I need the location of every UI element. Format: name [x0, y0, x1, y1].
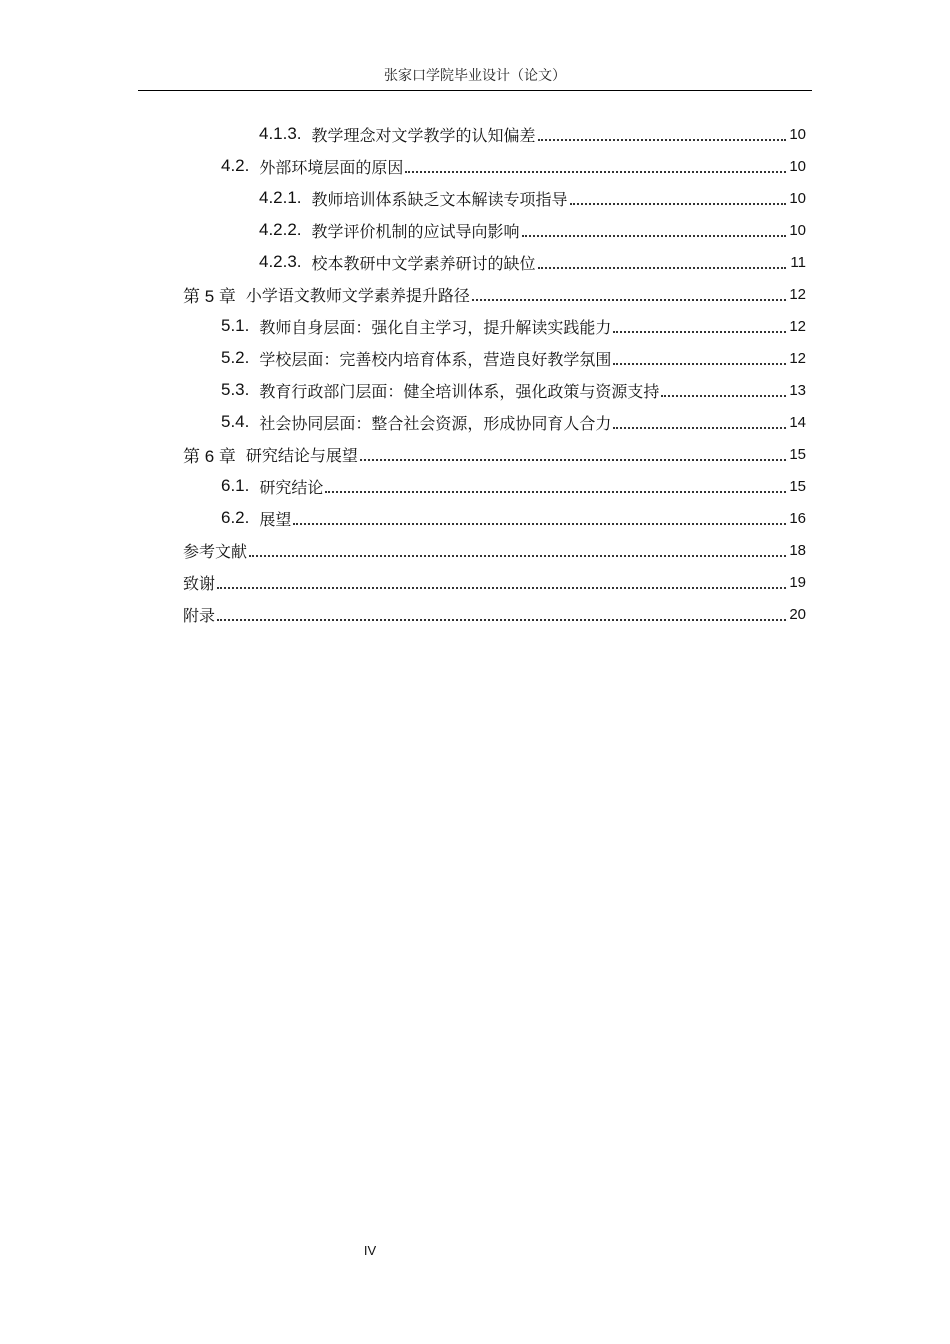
toc-entry-page: 10 — [789, 125, 806, 143]
dot-leader — [538, 139, 786, 141]
dot-leader — [217, 587, 786, 589]
table-of-contents — [183, 118, 806, 630]
toc-entry[interactable] — [183, 278, 806, 310]
toc-entry-number: 第 6 章 — [183, 446, 236, 466]
toc-entry-title: 研究结论 — [259, 477, 324, 497]
toc-entry-number: 6.2. — [221, 508, 250, 527]
toc-entry-page: 10 — [789, 157, 806, 175]
toc-entry-number: 4.2. — [221, 156, 250, 175]
toc-entry-number: 5.3. — [221, 380, 250, 399]
toc-entry-number: 6.1. — [221, 476, 250, 495]
toc-entry-number: 4.2.1. — [259, 188, 302, 207]
dot-leader — [217, 619, 786, 621]
toc-entry-page: 10 — [789, 189, 806, 207]
page-header — [138, 66, 812, 91]
toc-entry[interactable] — [183, 246, 806, 278]
toc-entry-number: 5.2. — [221, 348, 250, 367]
toc-entry[interactable] — [183, 438, 806, 470]
toc-entry[interactable] — [183, 342, 806, 374]
toc-entry-number: 4.2.2. — [259, 220, 302, 239]
toc-entry-title: 校本教研中文学素养研讨的缺位 — [311, 253, 536, 273]
dot-leader — [472, 299, 786, 301]
toc-entry-title: 附录 — [183, 605, 216, 625]
toc-entry[interactable] — [183, 182, 806, 214]
toc-entry-title: 教师培训体系缺乏文本解读专项指导 — [311, 189, 568, 209]
toc-entry-page: 18 — [789, 541, 806, 559]
toc-entry-page: 19 — [789, 573, 806, 591]
dot-leader — [613, 331, 786, 333]
toc-entry-title: 教学评价机制的应试导向影响 — [311, 221, 520, 241]
toc-entry[interactable] — [183, 502, 806, 534]
toc-entry-title: 致谢 — [183, 573, 216, 593]
toc-entry-title: 教师自身层面：强化自主学习，提升解读实践能力 — [259, 317, 612, 337]
toc-entry-page: 15 — [789, 445, 806, 463]
toc-entry[interactable] — [183, 214, 806, 246]
toc-entry[interactable] — [183, 406, 806, 438]
toc-entry-title: 学校层面：完善校内培育体系，营造良好教学氛围 — [259, 349, 612, 369]
toc-entry-number: 第 5 章 — [183, 286, 236, 306]
toc-entry-page: 15 — [789, 477, 806, 495]
dot-leader — [405, 171, 786, 173]
toc-entry-number: 5.1. — [221, 316, 250, 335]
toc-entry-number: 4.1.3. — [259, 124, 302, 143]
dot-leader — [613, 363, 786, 365]
toc-entry-page: 13 — [789, 381, 806, 399]
toc-entry[interactable] — [183, 310, 806, 342]
dot-leader — [293, 523, 786, 525]
toc-entry-page: 12 — [789, 317, 806, 335]
dot-leader — [661, 395, 786, 397]
dot-leader — [249, 555, 786, 557]
dot-leader — [613, 427, 786, 429]
toc-entry[interactable] — [183, 150, 806, 182]
toc-entry-page: 16 — [789, 509, 806, 527]
page-footer — [360, 1243, 380, 1258]
footer-page-number: IV — [363, 1243, 377, 1258]
toc-entry[interactable] — [183, 566, 806, 598]
toc-entry-title: 教学理念对文学教学的认知偏差 — [311, 125, 536, 145]
toc-entry-title: 研究结论与展望 — [245, 445, 358, 465]
toc-entry-number: 5.4. — [221, 412, 250, 431]
toc-entry-title: 外部环境层面的原因 — [259, 157, 404, 177]
toc-entry-number: 4.2.3. — [259, 252, 302, 271]
toc-entry[interactable] — [183, 470, 806, 502]
toc-entry[interactable] — [183, 118, 806, 150]
dot-leader — [538, 267, 786, 269]
toc-entry-title: 教育行政部门层面：健全培训体系，强化政策与资源支持 — [259, 381, 660, 401]
toc-entry-title: 展望 — [259, 509, 292, 529]
header-title: 张家口学院毕业设计（论文） — [384, 68, 566, 84]
dot-leader — [570, 203, 786, 205]
toc-entry-page: 12 — [789, 285, 806, 303]
toc-entry[interactable] — [183, 374, 806, 406]
dot-leader — [360, 459, 786, 461]
toc-entry-title: 参考文献 — [183, 541, 248, 561]
dot-leader — [522, 235, 786, 237]
dot-leader — [325, 491, 786, 493]
toc-entry-title: 小学语文教师文学素养提升路径 — [245, 285, 470, 305]
toc-entry-page: 12 — [789, 349, 806, 367]
toc-entry[interactable] — [183, 598, 806, 630]
toc-entry-page: 14 — [789, 413, 806, 431]
toc-entry-page: 11 — [790, 253, 806, 271]
toc-entry-page: 10 — [789, 221, 806, 239]
toc-entry[interactable] — [183, 534, 806, 566]
toc-entry-title: 社会协同层面：整合社会资源，形成协同育人合力 — [259, 413, 612, 433]
toc-entry-page: 20 — [789, 605, 806, 623]
